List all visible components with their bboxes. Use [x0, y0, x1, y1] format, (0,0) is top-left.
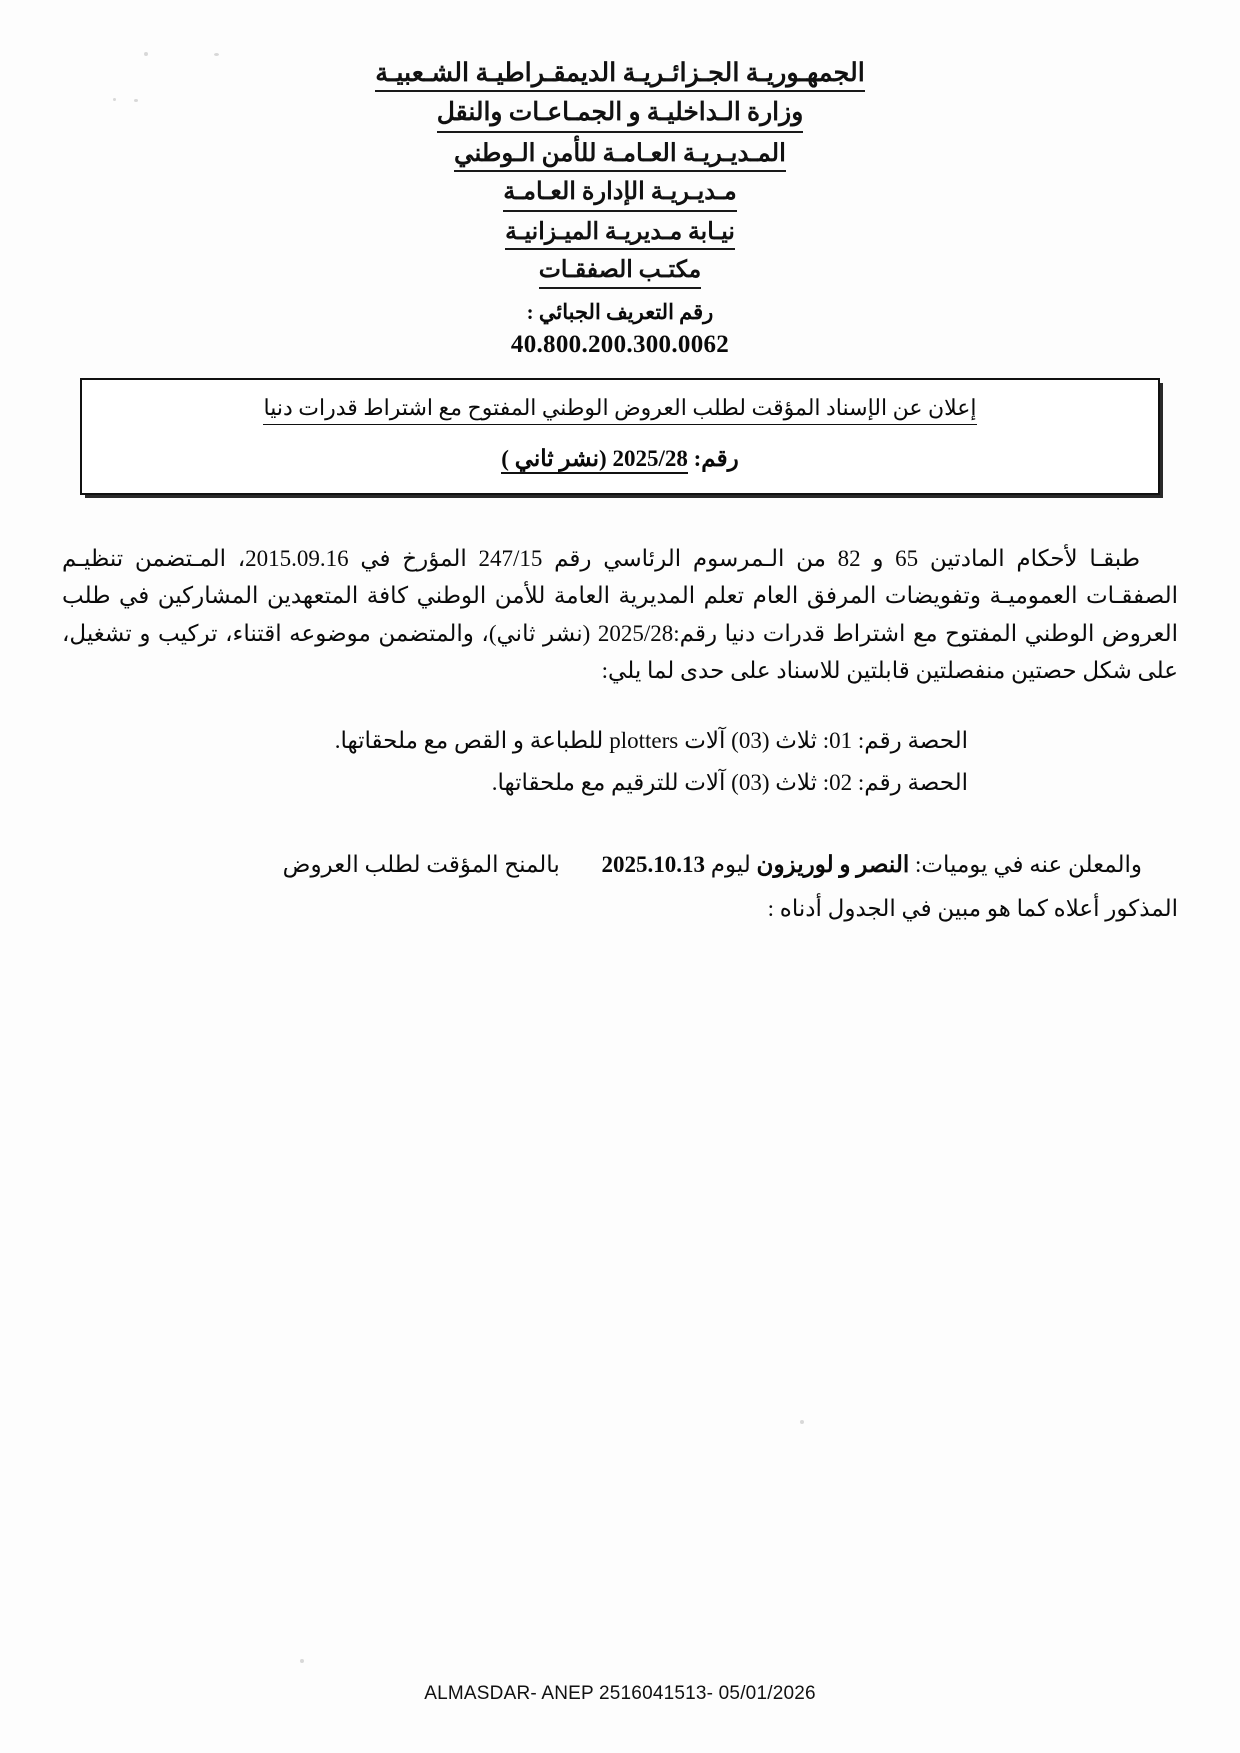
- lots-list: [62, 723, 1178, 800]
- lot-1-latin-term: plotters: [609, 728, 679, 753]
- closing-text-part-1: والمعلن عنه في يوميات:: [914, 852, 1142, 878]
- newspapers-names: النصر و لوريزون: [756, 852, 910, 878]
- lot-1-suffix: للطباعة و القص مع ملحقاتها.: [334, 728, 604, 753]
- lot-2-prefix: الحصة رقم: 02: ثلاث (03) آلات للترقيم مع ملحقاتها.: [491, 769, 968, 795]
- document-footer: ALMASDAR- ANEP 2516041513- 05/01/2026: [424, 1683, 816, 1704]
- letterhead-line-budget-subdirectorate: نيـابة مـديريـة الميـزانيـة: [505, 217, 735, 251]
- tax-id-label: رقم التعريف الجبائي :: [526, 300, 714, 324]
- lot-item: [62, 723, 1178, 759]
- scan-speck: [800, 1420, 804, 1424]
- closing-text-part-2: ليوم: [710, 852, 751, 878]
- announcement-title-box: [80, 378, 1160, 495]
- letterhead-line-contracts-office: مكتـب الصفقـات: [539, 255, 702, 289]
- closing-paragraph-line-2: المذكور أعلاه كما هو مبين في الجدول أدناه :: [767, 895, 1178, 921]
- lot-1-prefix: الحصة رقم: 01: ثلاث (03) آلات: [684, 728, 968, 753]
- body-paragraph-legal-basis: طبقـا لأحكام المادتين 65 و 82 من الـمرسوم الرئاسي رقم 247/15 المؤرخ في 2015.09.16، المـتضمن تنظيـم الصفقـات العموميـة وتفويضات المرفق العام تعلم المديرية العامة للأمن الوطني كافة المتعهدين المشاركين في طلب العروض الوطني المفتوح مع اشتراط قدرات دنيا رقم:2025/28 (نشر ثاني)، والمتضمن موضوعه اقتناء، تركيب و تشغيل، على شكل حصتين منفصلتين قابلتين للاسناد على حدى لما يلي:: [62, 546, 1178, 683]
- announcement-number-line: [501, 445, 738, 474]
- closing-section: [62, 846, 1178, 927]
- announcement-number-value: 2025/28 (نشر ثاني ): [501, 446, 688, 474]
- closing-paragraph: [62, 846, 1178, 883]
- letterhead-line-directorate-general: المـديـريـة العـامـة للأمن الـوطني: [454, 138, 786, 173]
- tax-identification-block: [0, 300, 1240, 359]
- letterhead-line-directorate-admin: مـديـريـة الإدارة العـامـة: [503, 177, 736, 211]
- closing-text-part-3: بالمنح المؤقت لطلب العروض: [282, 852, 560, 878]
- lot-item: [62, 765, 1178, 801]
- announcement-title-line-1-wrapper: [100, 394, 1140, 445]
- letterhead-line-ministry: وزارة الـداخليـة و الجمـاعـات والنقل: [437, 97, 804, 133]
- letterhead-line-country: الجمهـوريـة الجـزائـريـة الديمقـراطيـة الشـعبيـة: [375, 56, 865, 92]
- letterhead: [0, 56, 1240, 294]
- document-body: [62, 540, 1178, 927]
- announcement-title-line-1: إعلان عن الإسناد المؤقت لطلب العروض الوطني المفتوح مع اشتراط قدرات دنيا: [263, 394, 976, 425]
- publication-date: 2025.10.13: [601, 852, 705, 878]
- tax-id-number: 40.800.200.300.0062: [510, 331, 730, 358]
- announcement-number-prefix: رقم:: [693, 445, 739, 471]
- scan-speck: [300, 1659, 304, 1663]
